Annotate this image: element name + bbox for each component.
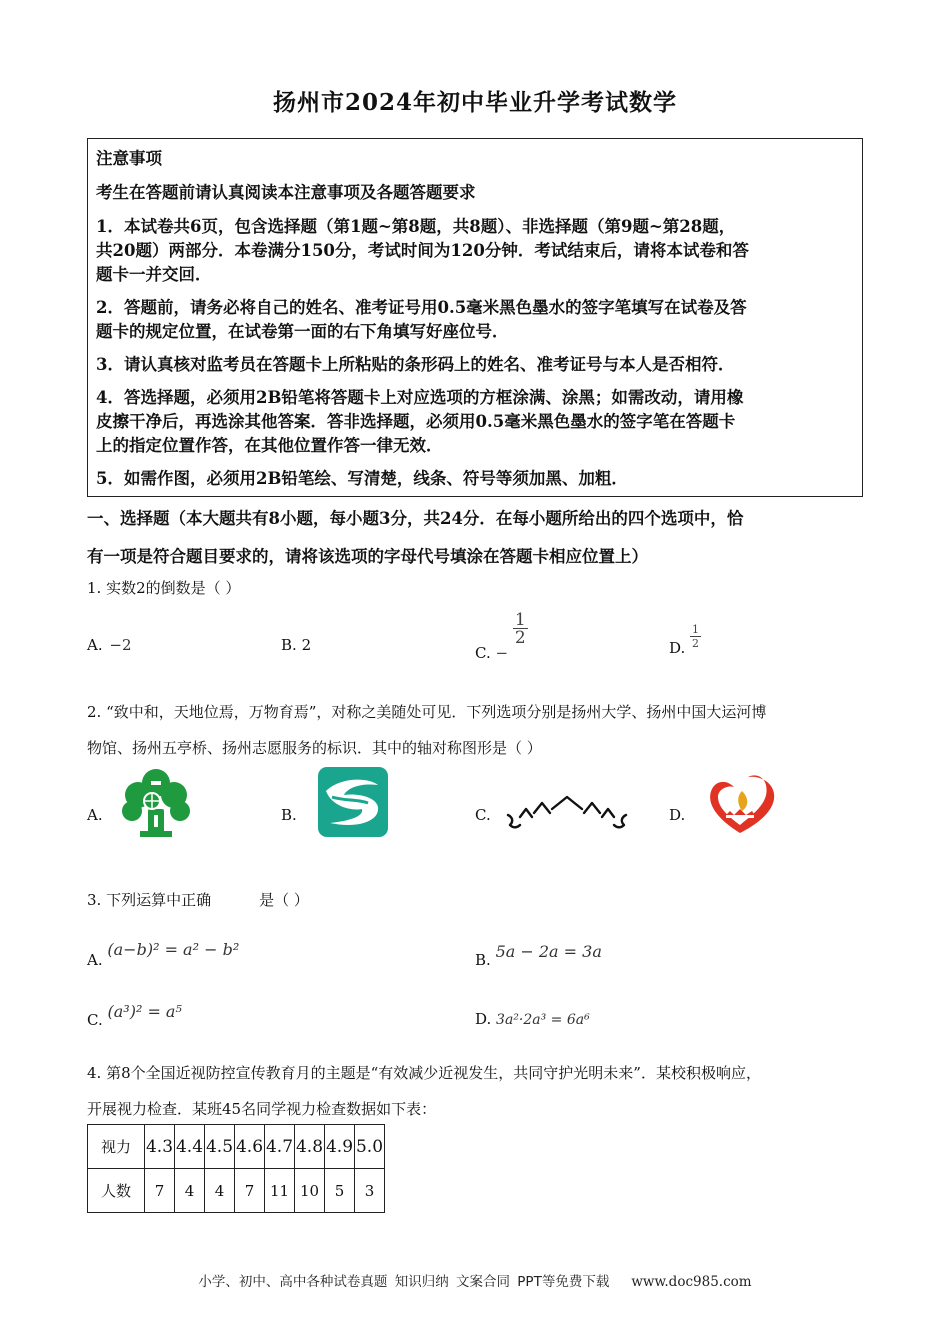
q3-option-c — [87, 1002, 182, 1029]
stem-line: 2. “致中和，天地位焉，万物育焉”，对称之美随处可见．下列选项分别是扬州大学、扬州中国大运河博 — [87, 703, 767, 721]
stem-text: 是（ ） — [259, 891, 309, 909]
table-cell: 4.7 — [265, 1125, 295, 1169]
table-cell: 4.4 — [175, 1125, 205, 1169]
five-pavilion-bridge-logo-icon — [506, 795, 628, 835]
minus-sign: − — [495, 643, 509, 662]
notice-line: 题卡的规定位置，在试卷第一面的右下角填写好座位号． — [96, 322, 509, 341]
q2-option-d-label: D. — [669, 806, 686, 824]
notice-line: 2．答题前，请务必将自己的姓名、准考证号用0.5毫米黑色墨水的签字笔填写在试卷及答 — [96, 298, 747, 317]
table-cell: 7 — [235, 1169, 265, 1213]
notice-heading: 注意事项 — [96, 149, 162, 168]
q2-option-c-label: C. — [475, 806, 491, 824]
notice-line: 共20题）两部分．本卷满分150分，考试时间为120分钟．考试结束后，请将本试卷和答 — [96, 241, 749, 260]
yangzhou-university-logo-icon — [118, 765, 194, 841]
table-cell: 5 — [325, 1169, 355, 1213]
fraction — [513, 612, 528, 647]
notice-subheading: 考生在答题前请认真阅读本注意事项及各题答题要求 — [96, 183, 476, 202]
fraction-denominator: 2 — [692, 637, 700, 650]
table-cell: 3 — [355, 1169, 385, 1213]
table-row — [88, 1125, 385, 1169]
table-cell: 4.6 — [235, 1125, 265, 1169]
notice-item-2 — [96, 296, 854, 344]
notice-line: 题卡一并交回． — [96, 265, 212, 284]
table-cell: 11 — [265, 1169, 295, 1213]
notice-item-3 — [96, 353, 854, 377]
table-cell: 4 — [205, 1169, 235, 1213]
table-row — [88, 1169, 385, 1213]
fraction-denominator: 2 — [514, 628, 526, 648]
option-expression: (a³)² = a⁵ — [107, 1002, 182, 1021]
notice-item-4 — [96, 386, 854, 458]
table-header-cell: 人数 — [88, 1169, 145, 1213]
question-4-stem — [87, 1055, 867, 1127]
q3-option-a — [87, 940, 240, 969]
notice-line: 5．如需作图，必须用2B铅笔绘、写清楚，线条、符号等须加黑、加粗． — [96, 469, 628, 488]
footer-text: 小学、初中、高中各种试卷真题 知识归纳 文案合同 PPT等免费下载 — [198, 1274, 610, 1290]
q3-option-b — [475, 942, 602, 969]
option-expression: (a−b)² = a² − b² — [107, 940, 240, 959]
fraction-numerator: 1 — [692, 623, 700, 636]
option-label: B. — [475, 951, 491, 969]
notice-line: 1．本试卷共6页，包含选择题（第1题~第8题，共8题）、非选择题（第9题~第28题， — [96, 217, 736, 236]
option-expression: 3a²·2a³ = 6a⁶ — [496, 1012, 590, 1028]
stem-line: 4. 第8个全国近视防控宣传教育月的主题是“有效减少近视发生，共同守护光明未来”．某校积极响应， — [87, 1064, 761, 1082]
section-heading — [87, 500, 867, 576]
table-cell: 4.8 — [295, 1125, 325, 1169]
volunteer-service-logo-icon — [704, 771, 778, 837]
table-cell: 4.5 — [205, 1125, 235, 1169]
table-header-cell: 视力 — [88, 1125, 145, 1169]
stem-text: 3. 下列运算中正确 — [87, 891, 212, 909]
option-label: C. — [87, 1011, 103, 1029]
option-label: D. — [475, 1010, 492, 1028]
stem-line: 物馆、扬州五亭桥、扬州志愿服务的标识．其中的轴对称图形是（ ） — [87, 739, 542, 757]
fraction — [690, 624, 701, 650]
footer-url[interactable]: www.doc985.com — [631, 1274, 752, 1290]
q3-option-d — [475, 1010, 590, 1028]
vision-data-table — [87, 1124, 385, 1213]
notice-box — [87, 138, 863, 497]
section-line: 有一项是符合题目要求的，请将该选项的字母代号填涂在答题卡相应位置上） — [87, 547, 648, 566]
option-value: −2 — [109, 636, 132, 654]
question-1-stem: 1. 实数2的倒数是（ ） — [87, 579, 241, 597]
notice-item-5 — [96, 467, 854, 491]
q2-option-b-label: B. — [281, 806, 297, 824]
table-cell: 5.0 — [355, 1125, 385, 1169]
table-cell: 4.9 — [325, 1125, 355, 1169]
notice-line: 上的指定位置作答，在其他位置作答一律无效． — [96, 436, 443, 455]
option-label: B. — [281, 636, 297, 654]
question-3-stem — [87, 888, 867, 912]
notice-item-1 — [96, 215, 854, 287]
option-label: C. — [475, 643, 491, 662]
option-label: A. — [87, 951, 103, 969]
stem-line: 开展视力检查．某班45名同学视力检查数据如下表： — [87, 1100, 437, 1118]
table-cell: 10 — [295, 1169, 325, 1213]
table-cell: 4.3 — [145, 1125, 175, 1169]
q1-option-d — [669, 623, 701, 657]
q2-option-a-label: A. — [87, 806, 103, 824]
grand-canal-museum-logo-icon — [318, 767, 388, 837]
page-title: 扬州市2024年初中毕业升学考试数学 — [272, 89, 677, 116]
notice-line: 3．请认真核对监考员在答题卡上所粘贴的条形码上的姓名、准考证号与本人是否相符． — [96, 355, 735, 374]
notice-line: 4．答选择题，必须用2B铅笔将答题卡上对应选项的方框涂满、涂黑；如需改动，请用橡 — [96, 388, 744, 407]
table-cell: 7 — [145, 1169, 175, 1213]
option-label: A. — [87, 636, 103, 654]
notice-line: 皮擦干净后，再选涂其他答案．答非选择题，必须用0.5毫米黑色墨水的签字笔在答题卡 — [96, 412, 736, 431]
option-value: 2 — [301, 636, 312, 654]
option-label: D. — [669, 639, 686, 657]
page-footer — [0, 1270, 950, 1290]
question-2-stem — [87, 694, 867, 766]
fraction-numerator: 1 — [514, 610, 526, 630]
q1-option-a — [87, 636, 132, 654]
section-line: 一、选择题（本大题共有8小题，每小题3分，共24分．在每小题所给出的四个选项中，恰 — [87, 509, 744, 528]
q1-option-b — [281, 636, 311, 654]
option-expression: 5a − 2a = 3a — [495, 942, 602, 961]
table-cell: 4 — [175, 1169, 205, 1213]
q1-option-c — [475, 610, 528, 662]
